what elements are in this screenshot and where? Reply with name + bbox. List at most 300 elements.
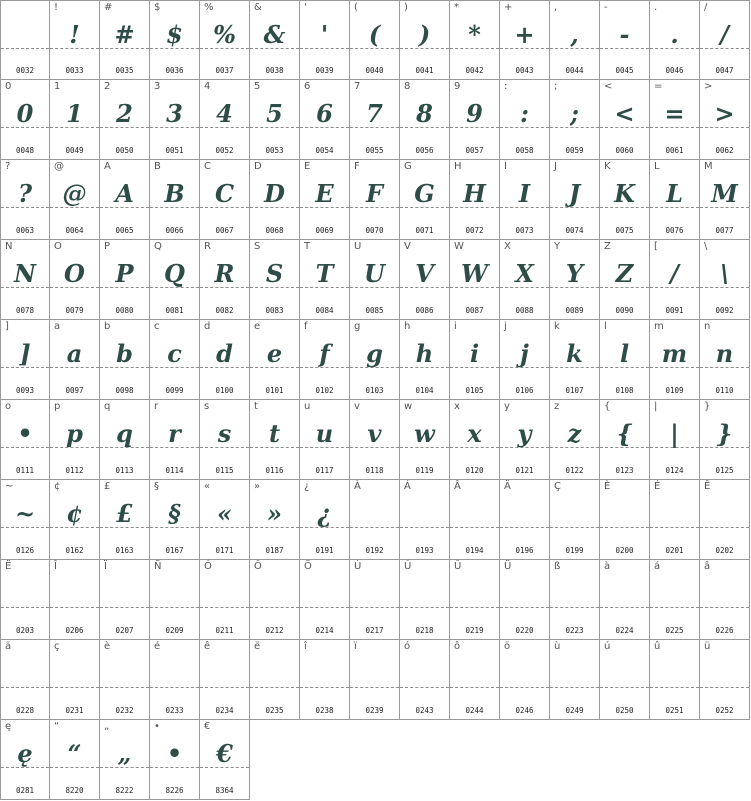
character-label: p	[54, 401, 61, 412]
glyph-cell	[250, 320, 300, 400]
character-code: 0090	[615, 306, 634, 315]
character-label: ;	[554, 81, 558, 92]
character-code: 0249	[565, 706, 584, 715]
glyph-cell	[0, 80, 50, 160]
baseline-guide	[250, 607, 299, 608]
glyph-cell	[350, 320, 400, 400]
character-code: 0220	[515, 626, 534, 635]
character-code: 0219	[465, 626, 484, 635]
glyph-preview: «	[217, 499, 232, 528]
character-label: •	[154, 721, 160, 732]
character-label: 5	[254, 81, 261, 92]
glyph-preview: »	[267, 499, 282, 528]
glyph-preview: i	[469, 339, 480, 368]
character-label: 3	[154, 81, 161, 92]
glyph-preview: q	[116, 419, 133, 448]
character-code: 0076	[665, 226, 684, 235]
glyph-cell	[350, 560, 400, 640]
glyph-cell	[550, 640, 600, 720]
character-label: m	[654, 321, 664, 332]
glyph-cell	[150, 400, 200, 480]
character-label: M	[704, 161, 713, 172]
character-code: 8226	[165, 786, 184, 795]
glyph-cell	[100, 80, 150, 160]
glyph-preview: b	[116, 339, 133, 368]
character-label: v	[354, 401, 360, 412]
character-code: 0232	[115, 706, 134, 715]
glyph-cell	[450, 640, 500, 720]
character-label: à	[604, 561, 611, 572]
glyph-preview: ¿	[317, 499, 332, 528]
glyph-cell	[350, 400, 400, 480]
glyph-cell	[200, 320, 250, 400]
character-code: 0121	[515, 466, 534, 475]
character-code: 0069	[315, 226, 334, 235]
baseline-guide	[1, 607, 49, 608]
glyph-preview: )	[418, 20, 431, 49]
glyph-cell	[300, 320, 350, 400]
glyph-preview: |	[670, 419, 679, 448]
glyph-preview: C	[214, 179, 235, 208]
glyph-cell	[400, 640, 450, 720]
glyph-preview: $	[166, 20, 183, 49]
glyph-preview: z	[567, 419, 582, 448]
character-code: 0116	[265, 466, 284, 475]
character-code: 0238	[315, 706, 334, 715]
glyph-preview: 1	[66, 99, 83, 128]
character-code: 0045	[615, 66, 634, 75]
glyph-cell	[50, 400, 100, 480]
glyph-cell	[650, 80, 700, 160]
character-label: $	[154, 2, 161, 13]
glyph-cell	[450, 0, 500, 80]
glyph-preview: X	[515, 259, 534, 288]
glyph-cell	[100, 480, 150, 560]
glyph-cell	[700, 400, 750, 480]
character-code: 0235	[265, 706, 284, 715]
glyph-cell	[200, 720, 250, 800]
character-label: ï	[354, 641, 357, 652]
glyph-preview: \	[720, 259, 729, 288]
character-code: 0048	[15, 146, 35, 155]
character-label: 6	[304, 81, 311, 92]
character-label: E	[304, 161, 311, 172]
character-code: 0194	[465, 546, 484, 555]
character-code: 0171	[215, 546, 234, 555]
glyph-preview: •	[17, 419, 33, 448]
character-label: É	[654, 481, 661, 492]
character-code: 0051	[165, 146, 184, 155]
character-label: S	[254, 241, 261, 252]
character-label: Ö	[304, 561, 312, 572]
glyph-cell	[50, 160, 100, 240]
glyph-preview: 5	[266, 99, 283, 128]
glyph-preview: v	[367, 419, 382, 448]
character-label: k	[554, 321, 560, 332]
character-label: ß	[554, 561, 561, 572]
character-label: “	[54, 721, 60, 732]
glyph-cell	[0, 400, 50, 480]
glyph-cell	[350, 80, 400, 160]
glyph-preview: =	[664, 99, 685, 128]
character-label: K	[604, 161, 611, 172]
glyph-cell	[100, 240, 150, 320]
glyph-preview: ]	[19, 339, 31, 368]
baseline-guide	[450, 607, 499, 608]
glyph-cell	[650, 560, 700, 640]
glyph-preview: 0	[16, 99, 34, 128]
character-code: 0092	[715, 306, 734, 315]
glyph-preview: >	[714, 99, 735, 128]
glyph-preview: :	[520, 99, 529, 128]
glyph-cell	[600, 160, 650, 240]
character-code: 0038	[265, 66, 284, 75]
character-label: &	[254, 2, 262, 13]
character-label: l	[604, 321, 607, 332]
glyph-preview: ¢	[66, 499, 83, 528]
character-label: ü	[704, 641, 711, 652]
glyph-cell	[150, 560, 200, 640]
character-label: R	[204, 241, 211, 252]
glyph-cell	[350, 160, 400, 240]
glyph-preview: /	[720, 20, 729, 49]
baseline-guide	[300, 607, 349, 608]
glyph-cell	[600, 480, 650, 560]
glyph-preview: E	[315, 179, 334, 208]
glyph-cell	[650, 400, 700, 480]
character-label: T	[304, 241, 311, 252]
character-label: '	[304, 2, 307, 13]
character-code: 0239	[365, 706, 384, 715]
glyph-cell	[600, 400, 650, 480]
glyph-cell	[700, 560, 750, 640]
character-code: 0201	[665, 546, 684, 555]
glyph-cell	[150, 640, 200, 720]
baseline-guide	[650, 687, 699, 688]
character-code: 0214	[315, 626, 334, 635]
glyph-cell	[0, 160, 50, 240]
character-code: 0046	[665, 66, 684, 75]
character-label: 1	[54, 81, 61, 92]
glyph-cell	[300, 240, 350, 320]
character-code: 0082	[215, 306, 234, 315]
glyph-cell	[100, 640, 150, 720]
character-label: ë	[254, 641, 261, 652]
character-code: 0088	[515, 306, 534, 315]
character-label: ä	[5, 641, 12, 652]
glyph-cell	[0, 480, 50, 560]
character-label: G	[404, 161, 412, 172]
character-code: 0062	[715, 146, 734, 155]
glyph-cell	[50, 480, 100, 560]
character-label: t	[254, 401, 258, 412]
character-label: Ú	[404, 561, 412, 572]
character-code: 0039	[315, 66, 334, 75]
glyph-cell	[250, 160, 300, 240]
character-label: Û	[454, 561, 462, 572]
character-code: 0032	[15, 66, 35, 75]
glyph-preview: ,	[570, 20, 579, 49]
character-code: 0196	[515, 546, 534, 555]
glyph-cell	[400, 80, 450, 160]
character-label: z	[554, 401, 560, 412]
character-label: Ï	[104, 561, 107, 572]
character-code: 0206	[65, 626, 84, 635]
character-code: 0067	[215, 226, 234, 235]
glyph-preview: '	[320, 20, 329, 49]
glyph-cell	[450, 480, 500, 560]
baseline-guide	[550, 687, 599, 688]
character-code: 0224	[615, 626, 634, 635]
character-code: 0072	[465, 226, 484, 235]
glyph-cell	[300, 0, 350, 80]
character-code: 0099	[165, 386, 184, 395]
glyph-preview: r	[168, 419, 181, 448]
glyph-cell	[300, 400, 350, 480]
character-code: 0043	[515, 66, 534, 75]
character-code: 0073	[515, 226, 534, 235]
glyph-cell	[350, 640, 400, 720]
baseline-guide	[300, 687, 349, 688]
glyph-preview: £	[116, 499, 133, 528]
glyph-cell	[600, 0, 650, 80]
character-code: 0100	[215, 386, 234, 395]
glyph-preview: ;	[570, 99, 579, 128]
character-code: 0063	[15, 226, 35, 235]
glyph-preview: (	[368, 20, 381, 49]
character-label: Ñ	[154, 561, 162, 572]
character-code: 0036	[165, 66, 184, 75]
glyph-cell	[450, 560, 500, 640]
glyph-cell	[0, 720, 50, 800]
character-label: C	[204, 161, 211, 172]
glyph-cell	[0, 560, 50, 640]
character-code: 0041	[415, 66, 434, 75]
character-code: 0123	[615, 466, 634, 475]
character-label: ¿	[304, 481, 310, 492]
character-code: 0098	[115, 386, 134, 395]
character-code: 0044	[565, 66, 584, 75]
glyph-preview: d	[216, 339, 233, 368]
character-code: 0080	[115, 306, 134, 315]
baseline-guide	[700, 687, 749, 688]
character-code: 0106	[515, 386, 534, 395]
character-label: ê	[204, 641, 211, 652]
character-code: 0103	[365, 386, 384, 395]
glyph-preview: ę	[17, 739, 33, 768]
baseline-guide	[400, 527, 449, 528]
character-label: I	[504, 161, 507, 172]
glyph-cell	[700, 640, 750, 720]
glyph-cell	[300, 640, 350, 720]
glyph-cell	[100, 320, 150, 400]
baseline-guide	[650, 527, 699, 528]
baseline-guide	[100, 687, 149, 688]
character-code: 0191	[315, 546, 334, 555]
character-label: q	[104, 401, 111, 412]
baseline-guide	[600, 527, 649, 528]
character-code: 0112	[65, 466, 84, 475]
glyph-cell	[650, 320, 700, 400]
character-code: 0163	[115, 546, 134, 555]
glyph-cell	[600, 320, 650, 400]
character-label: o	[5, 401, 12, 412]
character-code: 0075	[615, 226, 634, 235]
character-code: 0070	[365, 226, 384, 235]
glyph-cell	[200, 240, 250, 320]
character-label: Ü	[504, 561, 512, 572]
character-code: 0089	[565, 306, 584, 315]
glyph-preview: F	[365, 179, 384, 208]
character-label: ú	[604, 641, 611, 652]
character-label: Y	[554, 241, 561, 252]
character-label: N	[5, 241, 13, 252]
glyph-cell	[450, 80, 500, 160]
baseline-guide	[500, 527, 549, 528]
character-code: 0055	[365, 146, 384, 155]
glyph-cell	[500, 480, 550, 560]
character-code: 0218	[415, 626, 434, 635]
character-label: é	[154, 641, 161, 652]
character-label: !	[54, 2, 59, 13]
character-code: 0234	[215, 706, 234, 715]
glyph-cell	[550, 480, 600, 560]
glyph-cell	[500, 400, 550, 480]
glyph-cell	[500, 0, 550, 80]
glyph-cell	[300, 560, 350, 640]
character-label: d	[204, 321, 211, 332]
glyph-cell	[600, 640, 650, 720]
glyph-preview: •	[166, 739, 183, 768]
character-label: P	[104, 241, 111, 252]
glyph-preview: t	[268, 419, 281, 448]
character-label: g	[354, 321, 361, 332]
character-label: }	[704, 401, 711, 412]
glyph-cell	[150, 80, 200, 160]
glyph-preview: <	[614, 99, 635, 128]
character-label: 2	[104, 81, 111, 92]
glyph-cell	[0, 640, 50, 720]
glyph-cell	[300, 480, 350, 560]
character-code: 0125	[715, 466, 734, 475]
character-code: 0086	[415, 306, 434, 315]
glyph-preview: m	[661, 339, 688, 368]
character-label: >	[704, 81, 713, 92]
baseline-guide	[500, 607, 549, 608]
character-label: W	[454, 241, 464, 252]
character-code: 0193	[415, 546, 434, 555]
glyph-cell	[200, 480, 250, 560]
glyph-cell	[600, 240, 650, 320]
character-code: 0097	[65, 386, 84, 395]
character-code: 0042	[465, 66, 484, 75]
baseline-guide	[150, 607, 199, 608]
character-code: 0108	[615, 386, 634, 395]
character-code: 0225	[665, 626, 684, 635]
character-label: f	[304, 321, 308, 332]
glyph-cell	[50, 560, 100, 640]
character-label: U	[354, 241, 362, 252]
character-code: 0120	[465, 466, 484, 475]
glyph-cell	[100, 720, 150, 800]
character-label: L	[654, 161, 660, 172]
character-code: 0061	[665, 146, 684, 155]
character-code: 0192	[365, 546, 384, 555]
character-label: F	[354, 161, 360, 172]
glyph-preview: U	[364, 259, 385, 288]
character-label: §	[154, 481, 159, 492]
character-code: 0079	[65, 306, 84, 315]
character-code: 0040	[365, 66, 384, 75]
glyph-cell	[150, 320, 200, 400]
character-code: 0050	[115, 146, 134, 155]
glyph-cell	[200, 640, 250, 720]
glyph-preview: !	[69, 20, 80, 49]
glyph-cell	[700, 80, 750, 160]
character-label: û	[654, 641, 661, 652]
character-code: 0203	[15, 626, 35, 635]
character-label: Ä	[504, 481, 511, 492]
character-label: Ô	[254, 561, 262, 572]
glyph-preview: M	[711, 179, 738, 208]
glyph-cell	[700, 240, 750, 320]
character-code: 0228	[15, 706, 35, 715]
baseline-guide	[550, 607, 599, 608]
baseline-guide	[700, 607, 749, 608]
character-code: 0251	[665, 706, 684, 715]
glyph-preview: u	[315, 419, 334, 448]
baseline-guide	[350, 607, 399, 608]
character-code: 8222	[115, 786, 134, 795]
glyph-cell	[450, 320, 500, 400]
glyph-preview: S	[265, 259, 284, 288]
character-code: 0053	[265, 146, 284, 155]
character-label: è	[104, 641, 111, 652]
glyph-cell	[400, 560, 450, 640]
glyph-preview: .	[670, 20, 679, 49]
glyph-cell	[500, 320, 550, 400]
character-label: <	[604, 81, 613, 92]
character-code: 0110	[715, 386, 734, 395]
glyph-preview: I	[518, 179, 531, 208]
glyph-preview: N	[14, 259, 36, 288]
character-code: 0199	[565, 546, 584, 555]
character-code: 0167	[165, 546, 184, 555]
character-code: 0093	[15, 386, 35, 395]
character-code: 0111	[15, 466, 35, 475]
glyph-cell	[100, 400, 150, 480]
character-code: 0126	[15, 546, 35, 555]
glyph-preview: j	[520, 339, 529, 368]
glyph-cell	[400, 480, 450, 560]
character-label: À	[354, 481, 361, 492]
glyph-cell	[700, 0, 750, 80]
character-label: .	[654, 2, 658, 13]
character-label: î	[304, 641, 307, 652]
glyph-cell	[600, 560, 650, 640]
character-code: 0281	[15, 786, 35, 795]
character-code: 0037	[215, 66, 234, 75]
character-code: 0035	[115, 66, 134, 75]
character-code: 0250	[615, 706, 634, 715]
character-label: 7	[354, 81, 361, 92]
glyph-preview: h	[415, 339, 434, 368]
glyph-preview: „	[117, 739, 132, 768]
character-label: 8	[404, 81, 411, 92]
character-code: 0252	[715, 706, 734, 715]
character-code: 0107	[565, 386, 584, 395]
glyph-preview: Y	[565, 259, 584, 288]
